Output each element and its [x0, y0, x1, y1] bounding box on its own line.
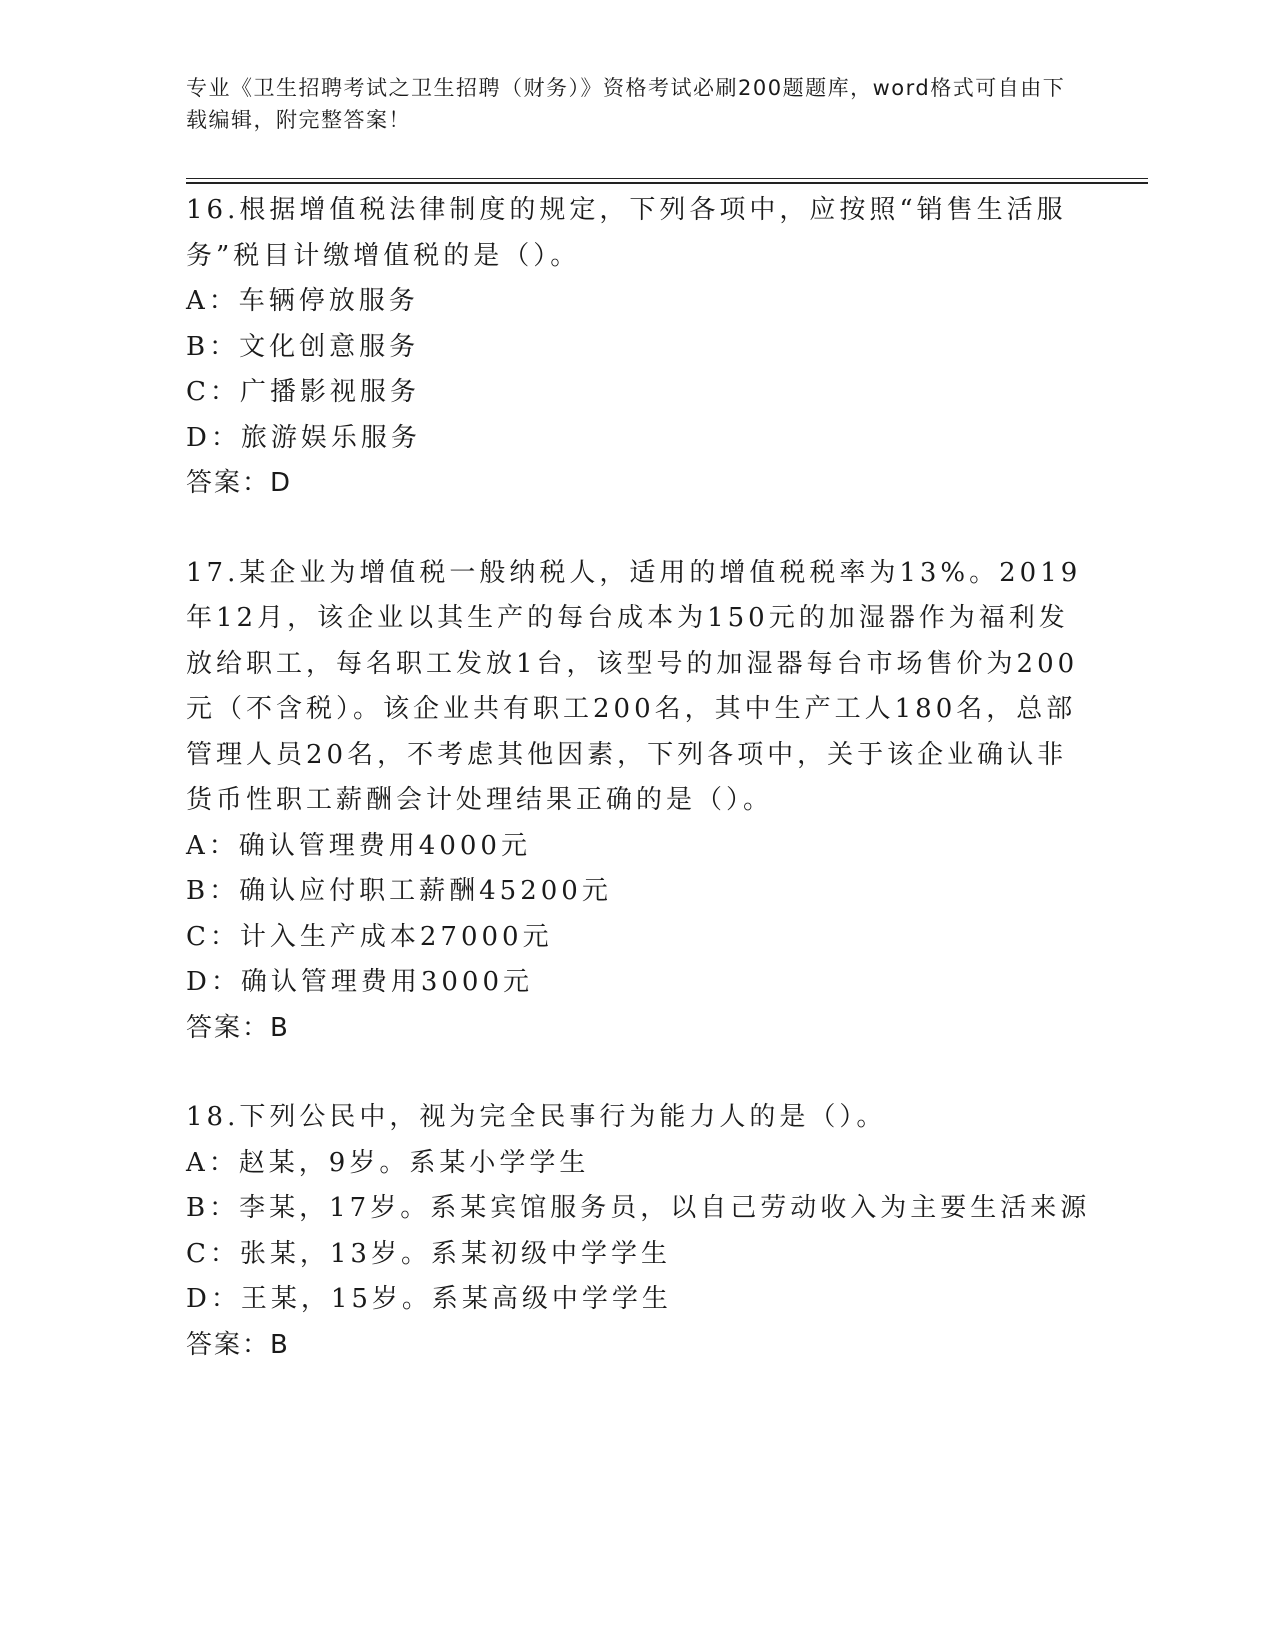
- option-b: B：李某，17岁。系某宾馆服务员，以自己劳动收入为主要生活来源: [186, 1193, 1091, 1223]
- option-c: C：计入生产成本27000元: [186, 921, 553, 952]
- option-d: D：王某，15岁。系某高级中学学生: [186, 1284, 672, 1314]
- option-c: C：广播影视服务: [186, 377, 420, 407]
- option-d: D：旅游娱乐服务: [186, 422, 421, 453]
- option-a: A：车辆停放服务: [186, 286, 419, 316]
- question-stem: 18.下列公民中，视为完全民事行为能力人的是（）。: [186, 1102, 887, 1132]
- option-b: B：文化创意服务: [186, 331, 420, 362]
- question-stem: 16.根据增值税法律制度的规定，下列各项中，应按照“销售生活服务”税目计缴增值税的是（）。: [186, 195, 1067, 271]
- question-list: [186, 188, 1091, 1412]
- page-header: 专业《卫生招聘考试之卫生招聘（财务）》资格考试必刷200题题库，word格式可自由下载编辑，附完整答案！: [186, 76, 1066, 132]
- question-16: [186, 188, 1086, 507]
- question-18: [186, 1095, 1091, 1368]
- option-c: C：张某，13岁。系某初级中学学生: [186, 1238, 671, 1269]
- header-divider-thin: [186, 178, 1148, 179]
- option-d: D：确认管理费用3000元: [186, 967, 534, 997]
- question-stem: 17.某企业为增值税一般纳税人，适用的增值税税率为13%。2019年12月，该企业以其生产的每台成本为150元的加湿器作为福利发放给职工，每名职工发放1台，该型号的加湿器每台市场售价为200元（不含税）。该企业共有职工200名，其中生产工人180名，总部管理人员20名，不考虑其他因素，下列各项中，关于该企业确认非货币性职工薪酬会计处理结果正确的是（）。: [186, 557, 1082, 815]
- option-a: A：确认管理费用4000元: [186, 830, 531, 861]
- answer-line: 答案：B: [186, 1329, 290, 1360]
- answer-line: 答案：D: [186, 468, 293, 498]
- option-b: B：确认应付职工薪酬45200元: [186, 876, 612, 906]
- question-17: [186, 551, 1086, 1052]
- answer-line: 答案：B: [186, 1012, 290, 1043]
- header-divider-thick: [186, 182, 1148, 184]
- option-a: A：赵某，9岁。系某小学学生: [186, 1147, 590, 1178]
